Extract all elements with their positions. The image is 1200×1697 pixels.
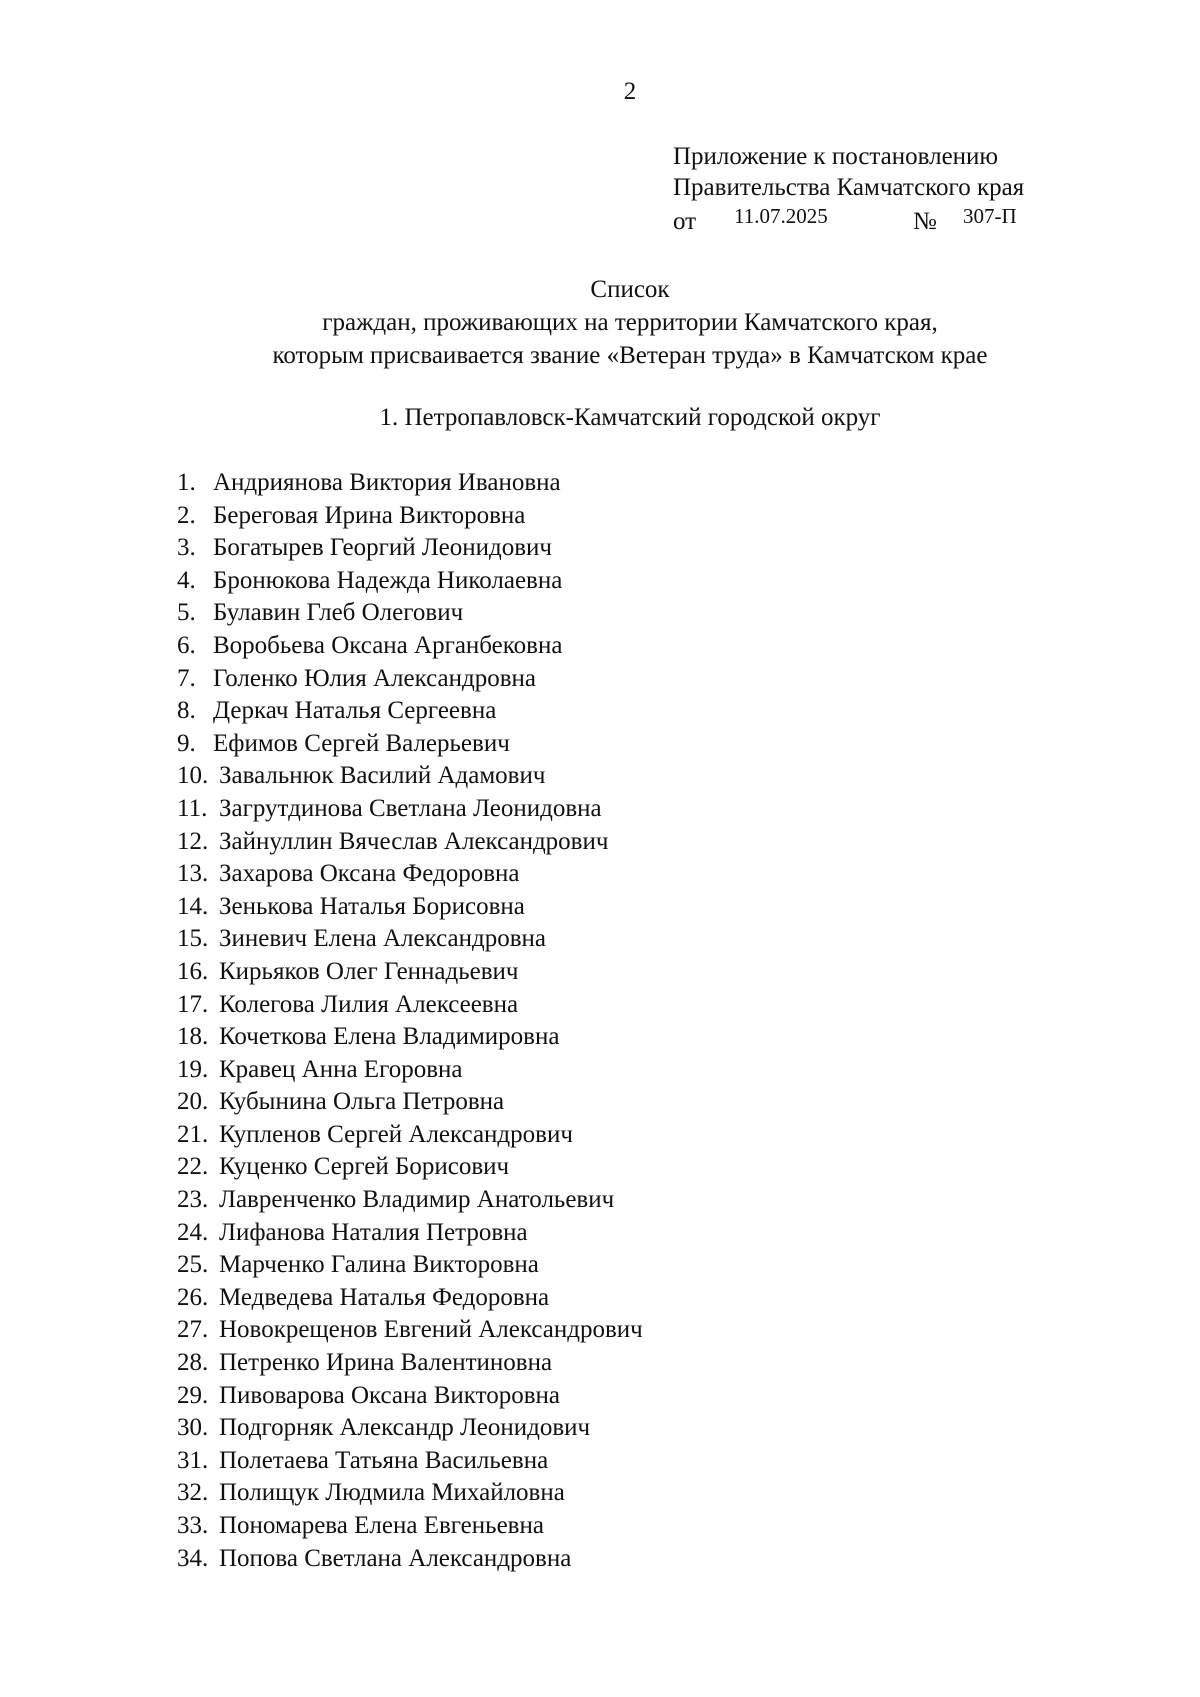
list-item <box>177 793 643 826</box>
citizen-name: Береговая Ирина Викторовна <box>213 501 526 529</box>
list-item-number: 33. <box>177 1512 209 1539</box>
appendix-header <box>673 141 1024 237</box>
list-item-number: 11. <box>177 794 208 822</box>
list-item-number: 15. <box>177 925 209 953</box>
list-item-number: 18. <box>177 1023 209 1051</box>
list-item-number: 10. <box>177 762 209 790</box>
list-item-number: 22. <box>177 1153 209 1181</box>
list-item <box>177 728 643 761</box>
citizen-name: Куценко Сергей Борисович <box>219 1153 510 1181</box>
date-label: от <box>673 208 697 235</box>
list-item-number: 32. <box>177 1479 209 1507</box>
list-item <box>177 1282 643 1315</box>
list-item-number: 20. <box>177 1088 209 1116</box>
list-item <box>177 1249 643 1282</box>
appendix-line-1: Приложение к постановлению <box>673 143 999 170</box>
section-heading: 1. Петропавловск-Камчатский городской округ <box>379 404 881 431</box>
list-item-number: 31. <box>177 1446 209 1474</box>
citizen-name: Подгорняк Александр Леонидович <box>219 1414 591 1442</box>
list-item <box>177 1184 643 1217</box>
list-item <box>177 1086 643 1119</box>
citizen-name: Колегова Лилия Алексеевна <box>219 990 519 1018</box>
list-item-number: 16. <box>177 957 209 985</box>
list-item-number: 19. <box>177 1055 209 1083</box>
list-item <box>177 1412 643 1445</box>
page-number: 2 <box>623 78 637 105</box>
list-item <box>177 1054 643 1087</box>
list-item <box>177 1314 643 1347</box>
citizen-name: Марченко Галина Викторовна <box>219 1251 539 1279</box>
citizen-name: Кочеткова Елена Владимировна <box>219 1023 560 1051</box>
list-item <box>177 989 643 1022</box>
citizen-name: Ефимов Сергей Валерьевич <box>213 729 510 757</box>
list-item-number: 4. <box>177 566 196 594</box>
citizen-name: Купленов Сергей Александрович <box>219 1120 573 1148</box>
list-item-number: 30. <box>177 1414 209 1442</box>
list-item <box>177 891 643 924</box>
list-item-number: 17. <box>177 990 209 1018</box>
list-item <box>177 1217 643 1250</box>
citizen-name: Голенко Юлия Александровна <box>213 664 536 692</box>
list-item-number: 27. <box>177 1316 209 1344</box>
list-item <box>177 1543 643 1576</box>
list-item-number: 24. <box>177 1218 209 1246</box>
citizen-name: Деркач Наталья Сергеевна <box>213 697 497 725</box>
citizen-name: Захарова Оксана Федоровна <box>219 860 520 888</box>
citizen-name: Воробьева Оксана Арганбековна <box>213 631 563 659</box>
citizen-name: Пономарева Елена Евгеньевна <box>219 1512 544 1539</box>
list-item <box>177 663 643 696</box>
title-line-2: граждан, проживающих на территории Камчатского края, <box>322 309 938 336</box>
list-item <box>177 532 643 565</box>
citizen-name: Завальнюк Василий Адамович <box>219 762 546 790</box>
citizen-name: Полетаева Татьяна Васильевна <box>219 1446 549 1474</box>
citizen-name: Богатырев Георгий Леонидович <box>213 534 552 562</box>
list-item <box>177 760 643 793</box>
citizen-name: Лифанова Наталия Петровна <box>219 1218 528 1246</box>
citizen-name: Андриянова Виктория Ивановна <box>213 469 561 496</box>
list-item-number: 5. <box>177 599 196 627</box>
list-item <box>177 1380 643 1413</box>
list-item <box>177 1445 643 1478</box>
title-line-1: Список <box>590 276 670 303</box>
citizen-name: Зенькова Наталья Борисовна <box>219 892 525 920</box>
document-title <box>0 273 1200 372</box>
list-item-number: 2. <box>177 501 196 529</box>
citizens-list <box>177 467 643 1575</box>
list-item <box>177 1477 643 1510</box>
number-sign: № <box>913 208 937 235</box>
citizen-name: Пивоварова Оксана Викторовна <box>219 1381 561 1409</box>
list-item-number: 34. <box>177 1544 209 1572</box>
list-item <box>177 500 643 533</box>
appendix-line-2: Правительства Камчатского края <box>673 174 1025 201</box>
list-item <box>177 923 643 956</box>
citizen-name: Зайнуллин Вячеслав Александрович <box>219 827 609 855</box>
list-item-number: 29. <box>177 1381 209 1409</box>
citizen-name: Загрутдинова Светлана Леонидовна <box>219 794 602 822</box>
list-item-number: 6. <box>177 631 196 659</box>
list-item-number: 28. <box>177 1349 209 1377</box>
citizen-name: Попова Светлана Александровна <box>219 1544 572 1572</box>
list-item <box>177 695 643 728</box>
citizen-name: Петренко Ирина Валентиновна <box>219 1349 553 1377</box>
citizen-name: Полищук Людмила Михайловна <box>219 1479 565 1507</box>
list-item <box>177 565 643 598</box>
list-item-number: 12. <box>177 827 209 855</box>
citizen-name: Булавин Глеб Олегович <box>213 599 464 627</box>
citizen-name: Зиневич Елена Александровна <box>219 925 546 953</box>
list-item <box>177 956 643 989</box>
list-item <box>177 858 643 891</box>
citizen-name: Кравец Анна Егоровна <box>219 1055 463 1083</box>
list-item-number: 3. <box>177 534 196 562</box>
list-item-number: 23. <box>177 1186 209 1214</box>
citizen-name: Бронюкова Надежда Николаевна <box>213 566 563 594</box>
list-item <box>177 597 643 630</box>
list-item-number: 14. <box>177 892 209 920</box>
list-item <box>177 630 643 663</box>
list-item <box>177 826 643 859</box>
resolution-meta-row <box>673 203 1024 237</box>
list-item <box>177 1151 643 1184</box>
list-item-number: 9. <box>177 729 196 757</box>
resolution-date: 11.07.2025 <box>734 204 828 228</box>
list-item <box>177 1021 643 1054</box>
list-item-number: 25. <box>177 1251 209 1279</box>
title-line-3: которым присваивается звание «Ветеран труда» в Камчатском крае <box>272 342 988 369</box>
list-item-number: 26. <box>177 1283 209 1311</box>
citizen-name: Кубынина Ольга Петровна <box>219 1088 505 1116</box>
citizen-name: Медведева Наталья Федоровна <box>219 1283 550 1311</box>
citizen-name: Кирьяков Олег Геннадьевич <box>219 957 519 985</box>
list-item-number: 7. <box>177 664 196 692</box>
list-item <box>177 1347 643 1380</box>
list-item <box>177 467 643 500</box>
list-item <box>177 1510 643 1543</box>
citizen-name: Лавренченко Владимир Анатольевич <box>219 1186 615 1214</box>
list-item-number: 1. <box>177 469 196 496</box>
resolution-number: 307-П <box>963 204 1017 228</box>
list-item-number: 21. <box>177 1120 209 1148</box>
list-item <box>177 1119 643 1152</box>
list-item-number: 13. <box>177 860 209 888</box>
list-item-number: 8. <box>177 697 196 725</box>
citizen-name: Новокрещенов Евгений Александрович <box>219 1316 643 1344</box>
